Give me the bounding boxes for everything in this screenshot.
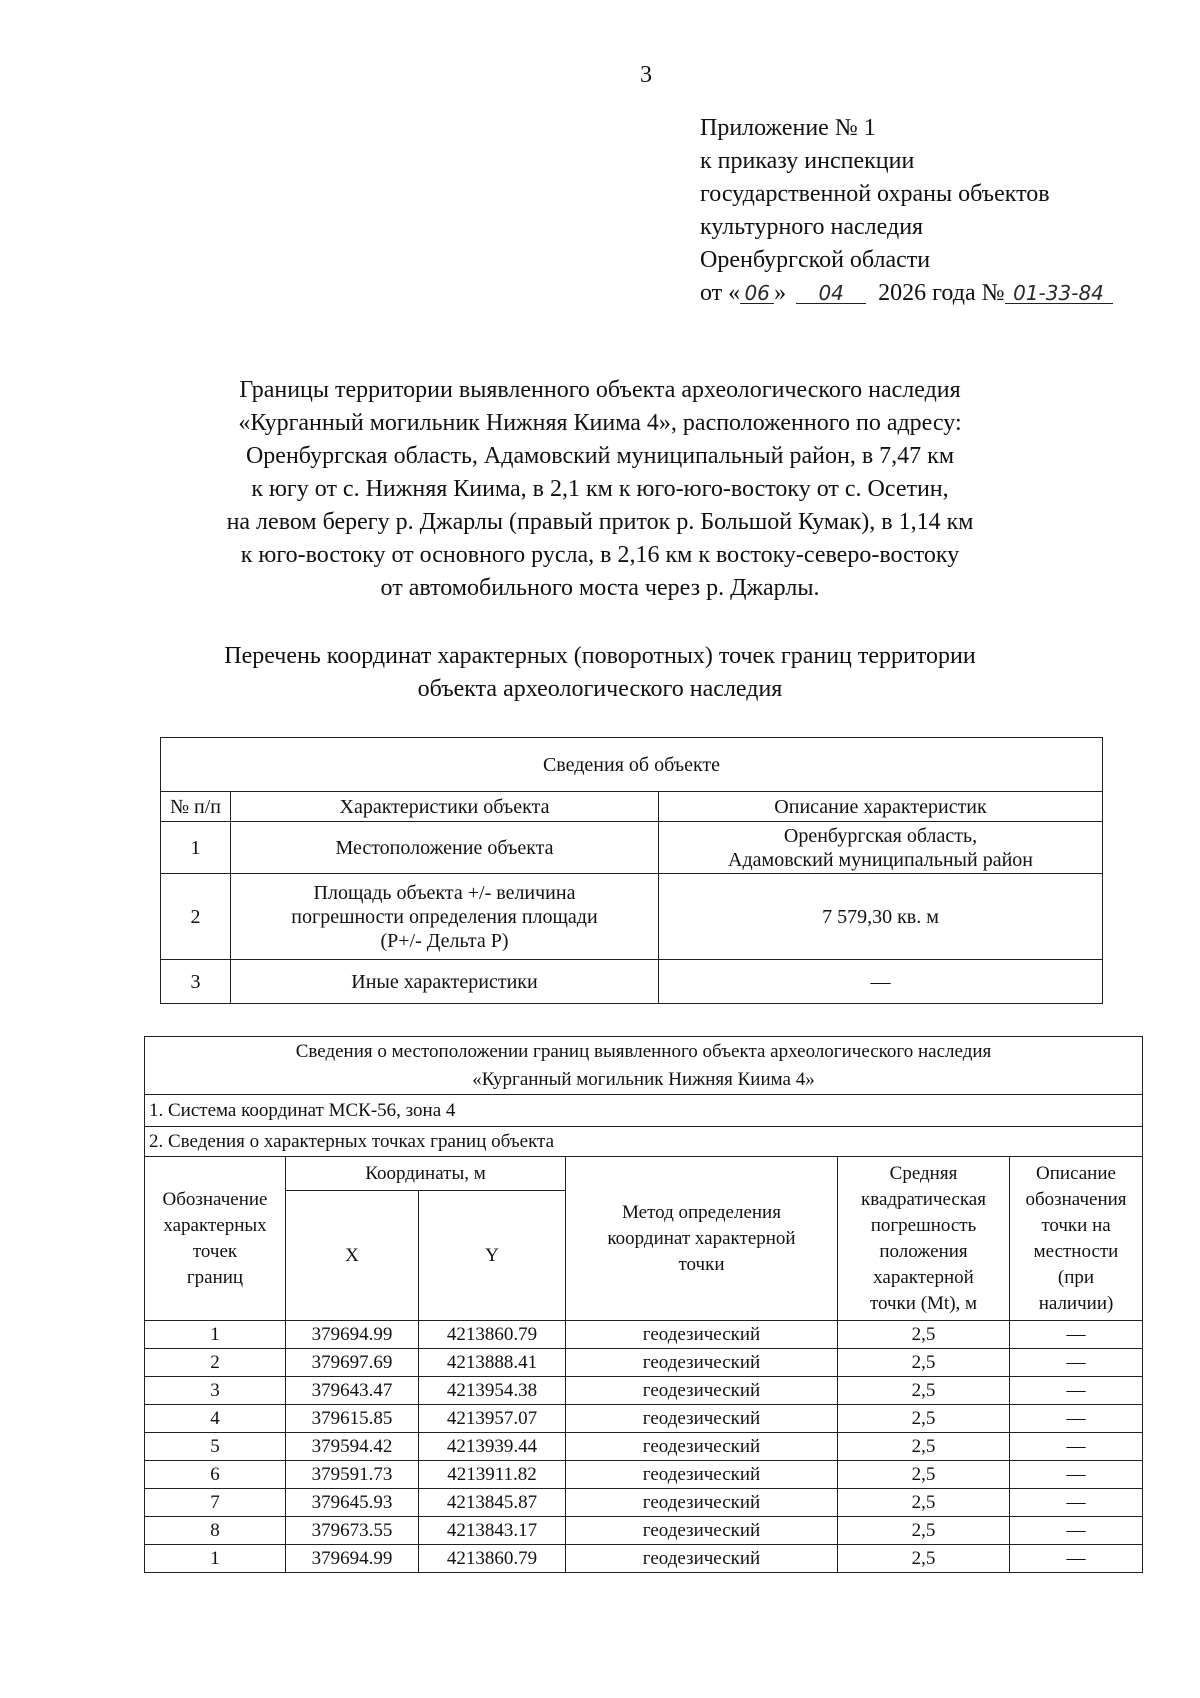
method: геодезический: [566, 1545, 838, 1573]
object-info-table: [160, 737, 1103, 1004]
header-line: местности: [1033, 1240, 1119, 1262]
header-line: обозначения: [1025, 1188, 1127, 1210]
header-error: [838, 1157, 1010, 1321]
point-description: —: [1010, 1405, 1143, 1433]
header-line: Метод определения: [622, 1201, 781, 1223]
char-line: Площадь объекта +/- величина: [313, 881, 576, 904]
header-line: границ: [186, 1266, 244, 1288]
method: геодезический: [566, 1349, 838, 1377]
point-id: 6: [145, 1461, 286, 1489]
coord-y: 4213860.79: [419, 1545, 566, 1573]
row-description: [659, 822, 1103, 874]
header-characteristics: Характеристики объекта: [231, 792, 659, 822]
row-description: —: [659, 960, 1103, 1004]
appendix-header: [700, 112, 1113, 310]
appendix-date-line: [700, 277, 1113, 310]
desc-line: Оренбургская область,: [783, 824, 978, 847]
title-line-1: Границы территории выявленного объекта археологического наследия: [239, 377, 961, 403]
coord-x: 379694.99: [286, 1321, 419, 1349]
appendix-line-4: культурного наследия: [700, 214, 924, 240]
header-line: Средняя: [889, 1162, 958, 1184]
mt-error: 2,5: [838, 1517, 1010, 1545]
desc-line: Адамовский муниципальный район: [728, 848, 1033, 871]
point-id: 3: [145, 1377, 286, 1405]
point-id: 2: [145, 1349, 286, 1377]
list-title: [150, 640, 1050, 706]
point-description: —: [1010, 1349, 1143, 1377]
document-title: [150, 374, 1050, 605]
table-row: [161, 874, 1103, 960]
row-description: 7 579,30 кв. м: [659, 874, 1103, 960]
appendix-line-5: Оренбургской области: [700, 247, 931, 273]
table-row: [161, 822, 1103, 874]
method: геодезический: [566, 1433, 838, 1461]
coord-x: 379591.73: [286, 1461, 419, 1489]
coordinate-rows: [145, 1321, 1143, 1573]
header-line: погрешность: [870, 1214, 977, 1236]
point-id: 1: [145, 1545, 286, 1573]
appendix-line-3: государственной охраны объектов: [700, 181, 1050, 207]
title-line-2: «Курганный могильник Нижняя Киима 4», расположенного по адресу:: [238, 410, 962, 436]
mt-error: 2,5: [838, 1489, 1010, 1517]
coord-y: 4213957.07: [419, 1405, 566, 1433]
table-row: [145, 1433, 1143, 1461]
coord-y: 4213911.82: [419, 1461, 566, 1489]
header-number: № п/п: [161, 792, 231, 822]
point-id: 1: [145, 1321, 286, 1349]
coordinate-system: 1. Система координат МСК-56, зона 4: [145, 1095, 1143, 1127]
coord-table-caption: [145, 1037, 1143, 1095]
header-line: точек: [192, 1240, 238, 1262]
mt-error: 2,5: [838, 1349, 1010, 1377]
title-line-3: Оренбургская область, Адамовский муниципальный район, в 7,47 км: [245, 443, 955, 469]
method: геодезический: [566, 1489, 838, 1517]
title-line-6: к юго-востоку от основного русла, в 2,16 км к востоку-северо-востоку: [240, 542, 960, 568]
row-number: 3: [161, 960, 231, 1004]
point-id: 4: [145, 1405, 286, 1433]
coord-y: 4213888.41: [419, 1349, 566, 1377]
header-line: характерной: [873, 1266, 974, 1288]
coord-x: 379694.99: [286, 1545, 419, 1573]
table-row: [145, 1461, 1143, 1489]
date-day-handwritten: 06: [740, 283, 774, 304]
row-characteristic: [231, 874, 659, 960]
header-y: Y: [419, 1191, 566, 1321]
char-line: (Р+/- Дельта Р): [380, 929, 509, 952]
mt-error: 2,5: [838, 1545, 1010, 1573]
coord-y: 4213845.87: [419, 1489, 566, 1517]
caption-line: Сведения о местоположении границ выявленного объекта археологического наследия: [295, 1040, 992, 1062]
mt-error: 2,5: [838, 1433, 1010, 1461]
header-line: наличии): [1038, 1292, 1114, 1314]
table-row: [145, 1321, 1143, 1349]
point-id: 7: [145, 1489, 286, 1517]
object-table-caption: Сведения об объекте: [161, 738, 1103, 792]
coord-y: 4213939.44: [419, 1433, 566, 1461]
method: геодезический: [566, 1321, 838, 1349]
header-line: точки (Mt), м: [869, 1292, 978, 1314]
date-month-handwritten: 04: [796, 283, 866, 304]
coordinates-table: [144, 1036, 1143, 1573]
order-number-handwritten: 01-33-84: [1005, 283, 1113, 304]
method: геодезический: [566, 1461, 838, 1489]
coord-y: 4213860.79: [419, 1321, 566, 1349]
header-line: точки: [678, 1253, 725, 1275]
point-description: —: [1010, 1377, 1143, 1405]
header-designation: [145, 1157, 286, 1321]
point-id: 5: [145, 1433, 286, 1461]
mt-error: 2,5: [838, 1377, 1010, 1405]
mt-error: 2,5: [838, 1461, 1010, 1489]
mt-error: 2,5: [838, 1405, 1010, 1433]
table-row: [145, 1545, 1143, 1573]
method: геодезический: [566, 1377, 838, 1405]
title-line-5: на левом берегу р. Джарлы (правый приток р. Большой Кумак), в 1,14 км: [226, 509, 974, 535]
method: геодезический: [566, 1405, 838, 1433]
mt-error: 2,5: [838, 1321, 1010, 1349]
point-description: —: [1010, 1489, 1143, 1517]
point-description: —: [1010, 1433, 1143, 1461]
point-description: —: [1010, 1517, 1143, 1545]
points-header: 2. Сведения о характерных точках границ объекта: [145, 1127, 1143, 1157]
date-prefix: от «: [700, 280, 741, 306]
list-title-line-2: объекта археологического наследия: [417, 676, 783, 702]
coord-y: 4213843.17: [419, 1517, 566, 1545]
title-line-4: к югу от с. Нижняя Киима, в 2,1 км к юго-юго-востоку от с. Осетин,: [251, 476, 949, 502]
table-row: [145, 1349, 1143, 1377]
point-description: —: [1010, 1545, 1143, 1573]
table-row: [145, 1405, 1143, 1433]
header-x: X: [286, 1191, 419, 1321]
table-row: [145, 1377, 1143, 1405]
header-line: характерных: [163, 1214, 267, 1236]
date-year-text: 2026 года №: [878, 280, 1005, 306]
point-description: —: [1010, 1461, 1143, 1489]
point-description: —: [1010, 1321, 1143, 1349]
header-point-description: [1010, 1157, 1143, 1321]
header-line: Обозначение: [162, 1188, 268, 1210]
coord-x: 379645.93: [286, 1489, 419, 1517]
header-line: координат характерной: [607, 1227, 796, 1249]
coord-x: 379673.55: [286, 1517, 419, 1545]
row-number: 2: [161, 874, 231, 960]
table-row: [145, 1517, 1143, 1545]
char-line: погрешности определения площади: [291, 905, 598, 928]
row-characteristic: Местоположение объекта: [231, 822, 659, 874]
method: геодезический: [566, 1517, 838, 1545]
header-description: Описание характеристик: [659, 792, 1103, 822]
page-number: 3: [640, 62, 652, 88]
date-mid: »: [774, 280, 787, 306]
list-title-line-1: Перечень координат характерных (поворотных) точек границ территории: [224, 643, 976, 669]
header-line: положения: [879, 1240, 968, 1262]
point-id: 8: [145, 1517, 286, 1545]
coord-x: 379643.47: [286, 1377, 419, 1405]
appendix-line-2: к приказу инспекции: [700, 148, 915, 174]
coord-y: 4213954.38: [419, 1377, 566, 1405]
header-coordinates: Координаты, м: [286, 1157, 566, 1191]
header-line: (при: [1057, 1266, 1095, 1288]
coord-x: 379615.85: [286, 1405, 419, 1433]
coord-x: 379594.42: [286, 1433, 419, 1461]
caption-line: «Курганный могильник Нижняя Киима 4»: [472, 1068, 815, 1090]
table-row: [161, 960, 1103, 1004]
title-line-7: от автомобильного моста через р. Джарлы.: [380, 575, 820, 601]
header-method: [566, 1157, 838, 1321]
appendix-line-1: Приложение № 1: [700, 115, 876, 141]
header-line: квадратическая: [861, 1188, 986, 1210]
header-line: Описание: [1036, 1162, 1116, 1184]
header-line: точки на: [1041, 1214, 1111, 1236]
table-row: [145, 1489, 1143, 1517]
row-characteristic: Иные характеристики: [231, 960, 659, 1004]
row-number: 1: [161, 822, 231, 874]
coord-x: 379697.69: [286, 1349, 419, 1377]
